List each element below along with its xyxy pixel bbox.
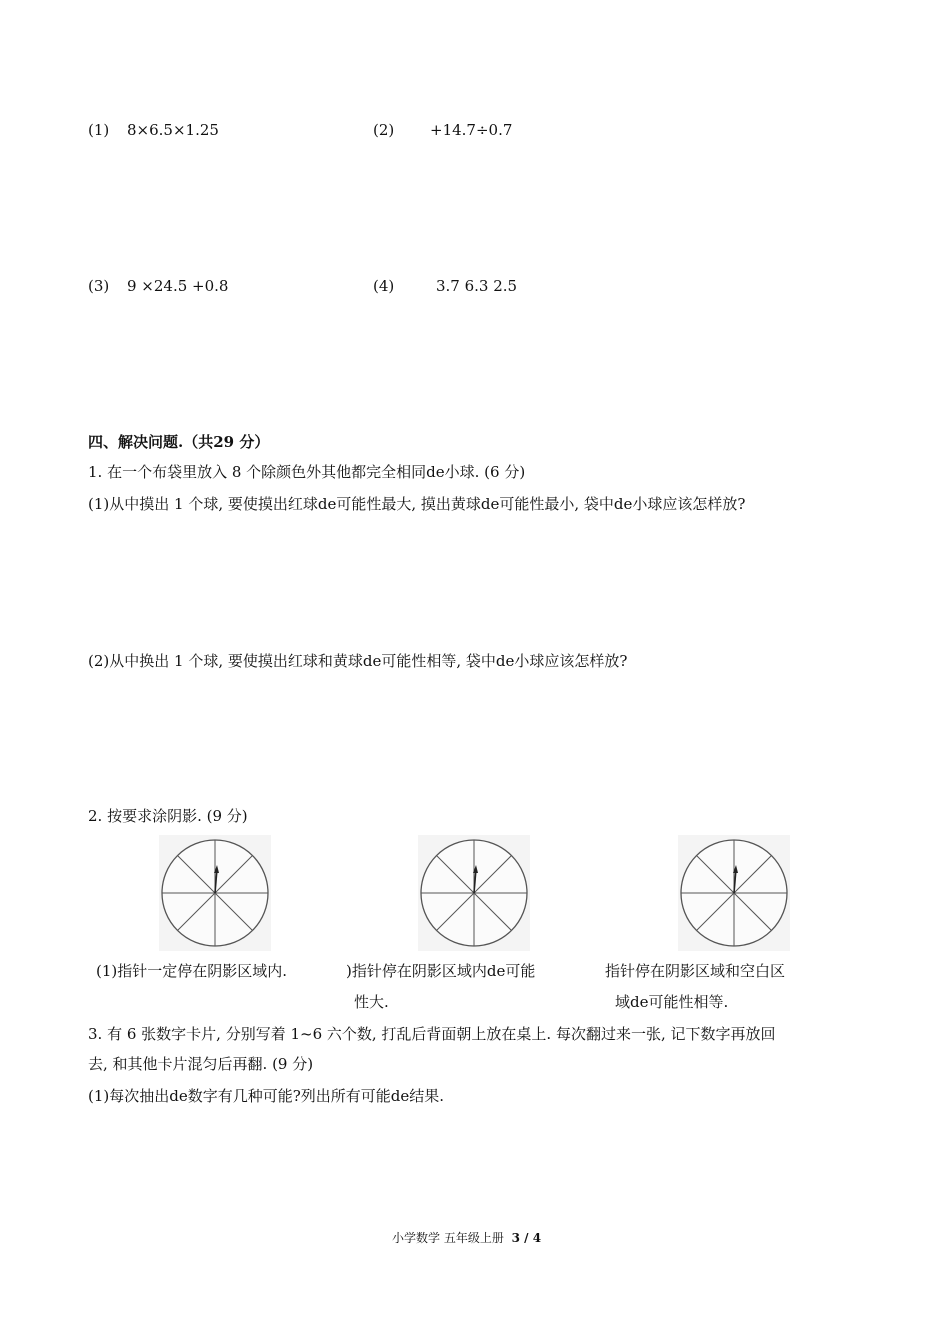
spinner-circle-2: [418, 835, 530, 951]
spinner-caption-3-line-2: 域de可能性相等.: [615, 993, 729, 1011]
section-heading: 四、解决问题.（共29 分）: [88, 433, 270, 451]
spinner-circle-1: [159, 835, 271, 951]
spinner-caption-3-line-1: 指针停在阴影区域和空白区: [605, 962, 786, 980]
calc-number-1: (1): [88, 121, 110, 139]
question-3-part-1: (1)每次抽出de数字有几种可能?列出所有可能de结果.: [88, 1087, 445, 1105]
calc-expression-4: 3.7 6.3 2.5: [436, 277, 518, 295]
calc-number-3: (3): [88, 277, 110, 295]
spinner-caption-1: (1)指针一定停在阴影区域内.: [96, 962, 288, 980]
question-1-stem: 1. 在一个布袋里放入 8 个除颜色外其他都完全相同de小球. (6 分): [88, 463, 526, 481]
calc-expression-1: 8×6.5×1.25: [127, 121, 219, 139]
spinner-caption-2-line-2: 性大.: [354, 993, 389, 1011]
question-2-stem: 2. 按要求涂阴影. (9 分): [88, 807, 248, 825]
question-1-part-1: (1)从中摸出 1 个球, 要使摸出红球de可能性最大, 摸出黄球de可能性最小, 袋中de小球应该怎样放?: [88, 495, 746, 513]
page-number: 3 / 4: [511, 1231, 542, 1245]
calc-number-2: (2): [373, 121, 395, 139]
spinner-caption-2-line-1: )指针停在阴影区域内de可能: [346, 962, 536, 980]
calc-expression-2: +14.7÷0.7: [430, 121, 513, 139]
question-3-stem-line-2: 去, 和其他卡片混匀后再翻. (9 分): [88, 1055, 314, 1073]
footer-subject: 小学数学 五年级上册: [392, 1231, 504, 1245]
calc-number-4: (4): [373, 277, 395, 295]
question-1-part-2: (2)从中换出 1 个球, 要使摸出红球和黄球de可能性相等, 袋中de小球应该怎样放?: [88, 652, 628, 670]
calc-expression-3: 9 ×24.5 +0.8: [127, 277, 229, 295]
spinner-circle-3: [678, 835, 790, 951]
question-3-stem-line-1: 3. 有 6 张数字卡片, 分别写着 1~6 六个数, 打乱后背面朝上放在桌上. 每次翻过来一张, 记下数字再放回: [88, 1025, 776, 1043]
footer: [392, 1229, 541, 1246]
